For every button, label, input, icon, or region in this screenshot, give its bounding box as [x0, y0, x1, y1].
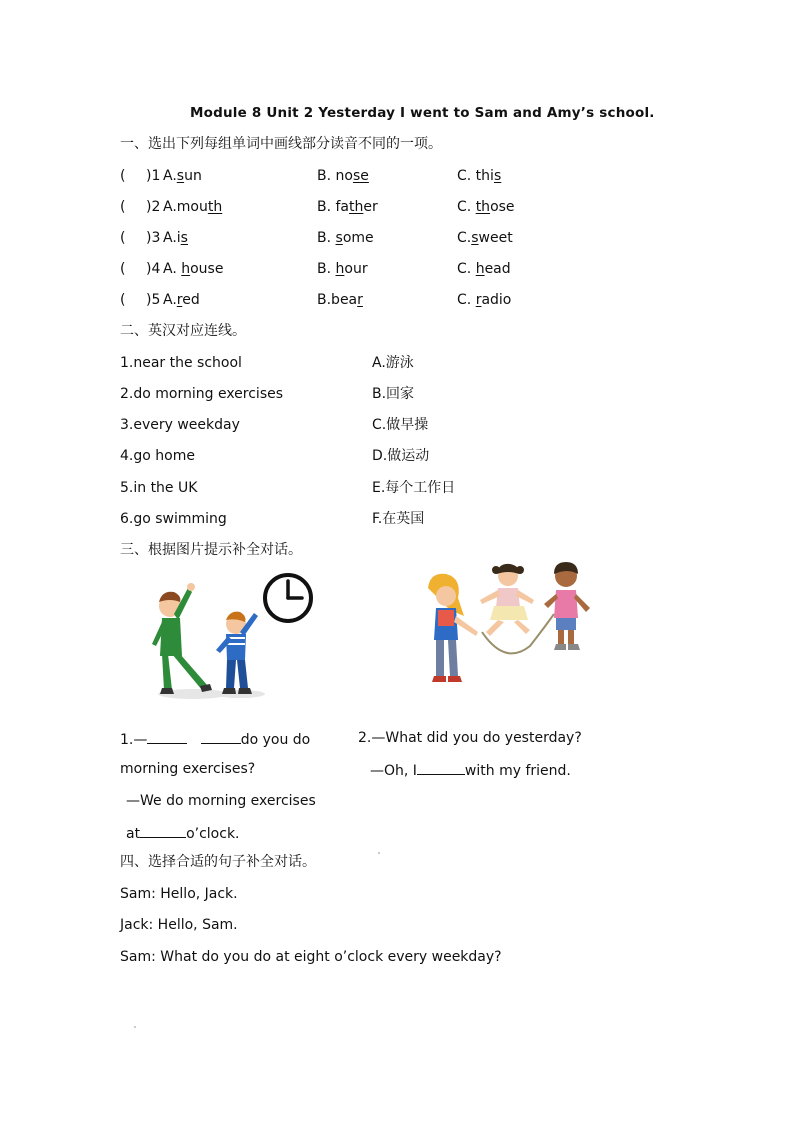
option-b-text: B.	[317, 261, 336, 277]
option-b-4	[317, 260, 368, 278]
option-b-underlined: h	[335, 261, 345, 277]
match-left-1: 1.near the school	[120, 355, 242, 371]
option-c-text: weet	[478, 230, 513, 246]
option-a-3	[163, 229, 188, 247]
q1-line4	[126, 823, 240, 843]
match-right-d: D.做运动	[372, 448, 430, 464]
question-number-4	[146, 260, 160, 278]
scan-speck	[378, 852, 380, 854]
option-c-1	[457, 167, 501, 185]
question-number-2	[146, 198, 160, 216]
option-c-text: ose	[490, 199, 515, 215]
option-b-2	[317, 198, 378, 216]
match-left-2: 2.do morning exercises	[120, 386, 284, 402]
option-a-text: A.i	[163, 230, 181, 246]
question-number: )2	[146, 199, 161, 215]
dialogue-line-3: Sam: What do you do at eight o’clock every weekday?	[120, 949, 502, 965]
option-a-text: A.mou	[163, 199, 208, 215]
option-b-text: B.	[317, 230, 336, 246]
question-number: )4	[146, 261, 161, 277]
option-a-text: A.	[163, 292, 177, 308]
option-c-text: C. thi	[457, 168, 494, 184]
match-right-b: B.回家	[372, 386, 415, 402]
option-a-4	[163, 260, 223, 278]
option-c-5	[457, 291, 511, 309]
option-c-text: adio	[481, 292, 512, 308]
answer-paren: (	[120, 230, 126, 246]
option-a-5	[163, 291, 200, 309]
option-a-underlined: s	[180, 230, 188, 246]
question-number: )3	[146, 230, 161, 246]
question-number-5	[146, 291, 160, 309]
option-c-underlined: th	[475, 199, 491, 215]
option-a-underlined: h	[181, 261, 191, 277]
option-a-1	[163, 167, 202, 185]
option-b-underlined: r	[357, 292, 363, 308]
option-a-text: A.	[163, 168, 177, 184]
q1-line1	[120, 729, 310, 749]
q2-line2	[370, 760, 571, 780]
option-c-underlined: s	[493, 168, 502, 184]
answer-paren: (	[120, 261, 126, 277]
question-number-1	[146, 167, 160, 185]
q1-blank-3[interactable]	[140, 823, 186, 838]
answer-bracket-4	[120, 260, 125, 278]
question-number: )5	[146, 292, 161, 308]
match-left-3: 3.every weekday	[120, 417, 240, 433]
option-b-underlined: s	[335, 230, 343, 246]
q2-prefix: —Oh, I	[370, 763, 417, 779]
q1-line3: —We do morning exercises	[126, 793, 316, 809]
option-a-text: un	[184, 168, 202, 184]
answer-bracket-3	[120, 229, 125, 247]
scan-speck	[134, 1026, 136, 1028]
option-b-3	[317, 229, 374, 247]
option-c-text: C.	[457, 292, 476, 308]
option-c-3	[457, 229, 513, 247]
match-right-e: E.每个工作日	[372, 480, 456, 496]
match-right-c: C.做早操	[372, 417, 429, 433]
q1-suffix: do you do	[240, 732, 311, 748]
option-a-text: ed	[182, 292, 200, 308]
option-c-text: C.	[457, 199, 476, 215]
question-number-3	[146, 229, 160, 247]
q1-prefix: 1.—	[120, 732, 148, 748]
option-b-text: er	[363, 199, 378, 215]
jump-rope-illustration	[420, 558, 600, 688]
option-c-text: C.	[457, 230, 472, 246]
exercise-illustration	[148, 568, 323, 708]
option-b-text: our	[344, 261, 368, 277]
option-b-5	[317, 291, 363, 309]
option-a-underlined: th	[207, 199, 223, 215]
option-a-underlined: s	[176, 168, 185, 184]
match-right-f: F.在英国	[372, 511, 425, 527]
q1-blank-1[interactable]	[147, 729, 187, 744]
q1-blank-2[interactable]	[201, 729, 241, 744]
option-c-underlined: r	[475, 292, 482, 308]
question-number: )1	[146, 168, 161, 184]
option-c-4	[457, 260, 511, 278]
match-left-6: 6.go swimming	[120, 511, 227, 527]
option-b-text: ome	[342, 230, 374, 246]
q1-at: at	[126, 826, 141, 842]
match-left-4: 4.go home	[120, 448, 195, 464]
section2-heading: 二、英汉对应连线。	[120, 323, 246, 339]
q2-suffix: with my friend.	[464, 763, 571, 779]
option-c-underlined: h	[475, 261, 485, 277]
match-right-a: A.游泳	[372, 355, 414, 371]
option-c-text: ead	[484, 261, 511, 277]
page-title: Module 8 Unit 2 Yesterday I went to Sam and Amy’s school.	[190, 105, 655, 121]
option-c-text: C.	[457, 261, 476, 277]
q1-line2: morning exercises?	[120, 761, 256, 777]
answer-bracket-5	[120, 291, 125, 309]
option-b-underlined: se	[352, 168, 369, 184]
section3-heading: 三、根据图片提示补全对话。	[120, 542, 302, 558]
dialogue-line-2: Jack: Hello, Sam.	[120, 917, 238, 933]
q1-oclock: o’clock.	[186, 826, 240, 842]
option-c-underlined: s	[471, 230, 479, 246]
answer-bracket-2	[120, 198, 125, 216]
answer-paren: (	[120, 199, 126, 215]
answer-paren: (	[120, 168, 126, 184]
section1-heading: 一、选出下列每组单词中画线部分读音不同的一项。	[120, 136, 442, 152]
option-b-1	[317, 167, 369, 185]
answer-bracket-1	[120, 167, 125, 185]
option-b-text: B. fa	[317, 199, 350, 215]
section4-heading: 四、选择合适的句子补全对话。	[120, 854, 316, 870]
q2-blank[interactable]	[417, 760, 465, 775]
option-b-text: B.bea	[317, 292, 358, 308]
option-c-2	[457, 198, 515, 216]
option-a-text: A.	[163, 261, 182, 277]
q2-line1: 2.—What did you do yesterday?	[358, 730, 582, 746]
option-b-underlined: th	[349, 199, 364, 215]
option-a-underlined: r	[176, 292, 183, 308]
option-a-text: ouse	[190, 261, 224, 277]
option-a-2	[163, 198, 222, 216]
dialogue-line-1: Sam: Hello, Jack.	[120, 886, 238, 902]
match-left-5: 5.in the UK	[120, 480, 198, 496]
answer-paren: (	[120, 292, 126, 308]
option-b-text: B. no	[317, 168, 353, 184]
